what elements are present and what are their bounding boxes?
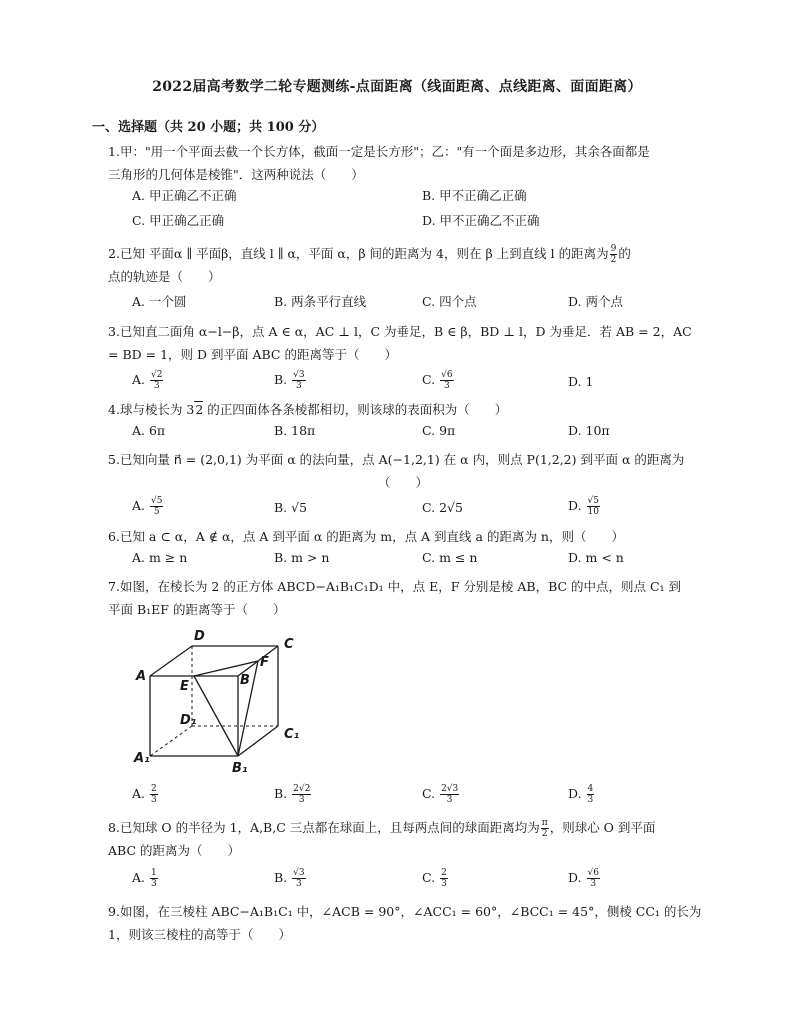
fraction: $\frac{\pi}{2}$ <box>541 818 548 839</box>
question-2: 2.已知 平面α ∥ 平面β，直线 l ∥ α，平面 α，β 间的距离为 4，则在 β 上到直线 l 的距离为 $\frac{9}{2}$ 的 点的轨迹是（ ） <box>108 244 631 284</box>
option-a[interactable]: A. $\frac{1}{3}$ <box>132 868 157 889</box>
question-number: 6. <box>108 529 120 544</box>
options-8 <box>132 868 708 890</box>
question-text: 点的轨迹是（ ） <box>108 269 221 284</box>
option-d[interactable]: D. $\frac{√6}{3}$ <box>568 868 600 889</box>
label-d1: D₁ <box>180 713 197 728</box>
option-b[interactable]: B. 甲不正确乙正确 <box>422 188 527 203</box>
options-1b <box>132 211 708 233</box>
option-b[interactable]: B. $\frac{√3}{3}$ <box>274 868 305 889</box>
options-4 <box>132 423 708 445</box>
question-5 <box>108 448 708 494</box>
options-5 <box>132 496 708 518</box>
question-3 <box>108 320 708 366</box>
label-a: A <box>136 669 147 684</box>
cube-figure <box>128 626 318 778</box>
option-d[interactable]: D. $\frac{√5}{10}$ <box>568 496 600 517</box>
option-b[interactable]: B. 两条平行直线 <box>274 294 367 309</box>
label-f: F <box>260 655 269 670</box>
question-4: 4.球与棱长为 32 的正四面体各条棱都相切，则该球的表面积为（ ） <box>108 402 508 417</box>
option-c[interactable]: C. 四个点 <box>422 294 477 309</box>
option-a[interactable]: A. 6π <box>132 423 166 438</box>
question-number: 1. <box>108 144 120 159</box>
option-b[interactable]: B. $\frac{√3}{3}$ <box>274 370 305 391</box>
question-text: 如图，在三棱柱 ABC−A₁B₁C₁ 中，∠ACB = 90°，∠ACC₁ = 60°，∠BCC₁ = 45°，侧棱 CC₁ 的长为 <box>119 904 702 919</box>
options-6 <box>132 550 708 572</box>
option-c[interactable]: C. 甲正确乙正确 <box>132 213 225 228</box>
option-d[interactable]: D. 两个点 <box>568 294 624 309</box>
label-a1: A₁ <box>134 751 150 766</box>
option-a[interactable]: A. $\frac{√5}{5}$ <box>132 496 163 517</box>
fraction: $\frac{9}{2}$ <box>610 244 617 265</box>
question-number: 2. <box>108 246 120 261</box>
options-2 <box>132 292 708 314</box>
question-number: 4. <box>108 402 120 417</box>
option-c[interactable]: C. $\frac{√6}{3}$ <box>422 370 453 391</box>
question-number: 5. <box>108 452 120 467</box>
section-heading: 一、选择题（共 20 小题；共 100 分） <box>92 120 325 135</box>
options-3 <box>132 370 708 392</box>
page-title: 2022届高考数学二轮专题测练-点面距离（线面距离、点线距离、面面距离） <box>152 79 642 95</box>
label-c: C <box>284 637 294 652</box>
options-7 <box>132 784 708 806</box>
question-6 <box>108 525 708 548</box>
option-d[interactable]: D. 1 <box>568 374 594 389</box>
option-d[interactable]: D. 甲不正确乙不正确 <box>422 213 540 228</box>
question-text: = BD = 1，则 D 到平面 ABC 的距离等于（ ） <box>108 347 397 362</box>
option-c[interactable]: C. $\frac{2}{3}$ <box>422 868 447 889</box>
option-a[interactable]: A. $\frac{√2}{3}$ <box>132 370 163 391</box>
question-number: 9. <box>108 904 120 919</box>
cube-diagram <box>128 626 318 778</box>
question-1 <box>108 140 708 186</box>
option-c[interactable]: C. m ≤ n <box>422 550 478 565</box>
question-number: 3. <box>108 324 120 339</box>
question-text: 1，则该三棱柱的高等于（ ） <box>108 927 291 942</box>
question-text: 已知直二面角 α−l−β，点 A ∈ α，AC ⊥ l，C 为垂足，B ∈ β，BD ⊥ l，D 为垂足．若 AB = 2，AC <box>119 324 692 339</box>
option-a[interactable]: A. 一个圆 <box>132 294 187 309</box>
question-text: 球与棱长为 3 <box>119 402 195 417</box>
label-c1: C₁ <box>284 727 300 742</box>
question-7 <box>108 575 708 621</box>
option-b[interactable]: B. m > n <box>274 550 330 565</box>
option-c[interactable]: C. 2√5 <box>422 500 463 515</box>
option-b[interactable]: B. 18π <box>274 423 316 438</box>
option-d[interactable]: D. $\frac{4}{3}$ <box>568 784 594 805</box>
option-a[interactable]: A. 甲正确乙不正确 <box>132 188 237 203</box>
question-text: 甲："用一个平面去截一个长方体，截面一定是长方形"；乙："有一个面是多边形，其余各面都是 <box>119 144 650 159</box>
sqrt: 2 <box>195 402 204 417</box>
question-number: 7. <box>108 579 120 594</box>
question-number: 8. <box>108 820 120 835</box>
option-c[interactable]: C. 9π <box>422 423 456 438</box>
option-b[interactable]: B. √5 <box>274 500 308 515</box>
question-text: （ ） <box>378 475 429 490</box>
question-text: 如图，在棱长为 2 的正方体 ABCD−A₁B₁C₁D₁ 中，点 E，F 分别是棱 AB，BC 的中点，则点 C₁ 到 <box>119 579 682 594</box>
question-9 <box>108 900 708 946</box>
option-c[interactable]: C. $\frac{2√3}{3}$ <box>422 784 459 805</box>
question-text: 已知球 O 的半径为 1，A,B,C 三点都在球面上，且每两点间的球面距离均为 <box>119 820 540 835</box>
option-a[interactable]: A. $\frac{2}{3}$ <box>132 784 157 805</box>
question-text: 已知 a ⊂ α，A ∉ α，点 A 到平面 α 的距离为 m，点 A 到直线 a 的距离为 n，则（ ） <box>119 529 624 544</box>
option-b[interactable]: B. $\frac{2√2}{3}$ <box>274 784 311 805</box>
question-8: 8.已知球 O 的半径为 1，A,B,C 三点都在球面上，且每两点间的球面距离均为 $\frac{\pi}{2}$ ，则球心 O 到平面 ABC 的距离为（ ） <box>108 818 656 858</box>
label-b1: B₁ <box>232 761 248 776</box>
question-text: 三角形的几何体是棱锥"．这两种说法（ ） <box>108 167 364 182</box>
option-a[interactable]: A. m ≥ n <box>132 550 188 565</box>
option-d[interactable]: D. 10π <box>568 423 610 438</box>
question-text: ABC 的距离为（ ） <box>108 843 240 858</box>
question-text: 已知 平面α ∥ 平面β，直线 l ∥ α，平面 α，β 间的距离为 4，则在 β 上到直线 l 的距离为 <box>119 246 609 261</box>
label-d: D <box>194 629 205 644</box>
question-text: 平面 B₁EF 的距离等于（ ） <box>108 602 286 617</box>
question-text: 已知向量 n⃗ = (2,0,1) 为平面 α 的法向量，点 A(−1,2,1) 在 α 内，则点 P(1,2,2) 到平面 α 的距离为 <box>119 452 685 467</box>
option-d[interactable]: D. m < n <box>568 550 624 565</box>
options-1 <box>132 186 708 208</box>
label-b: B <box>240 673 250 688</box>
label-e: E <box>180 679 189 694</box>
